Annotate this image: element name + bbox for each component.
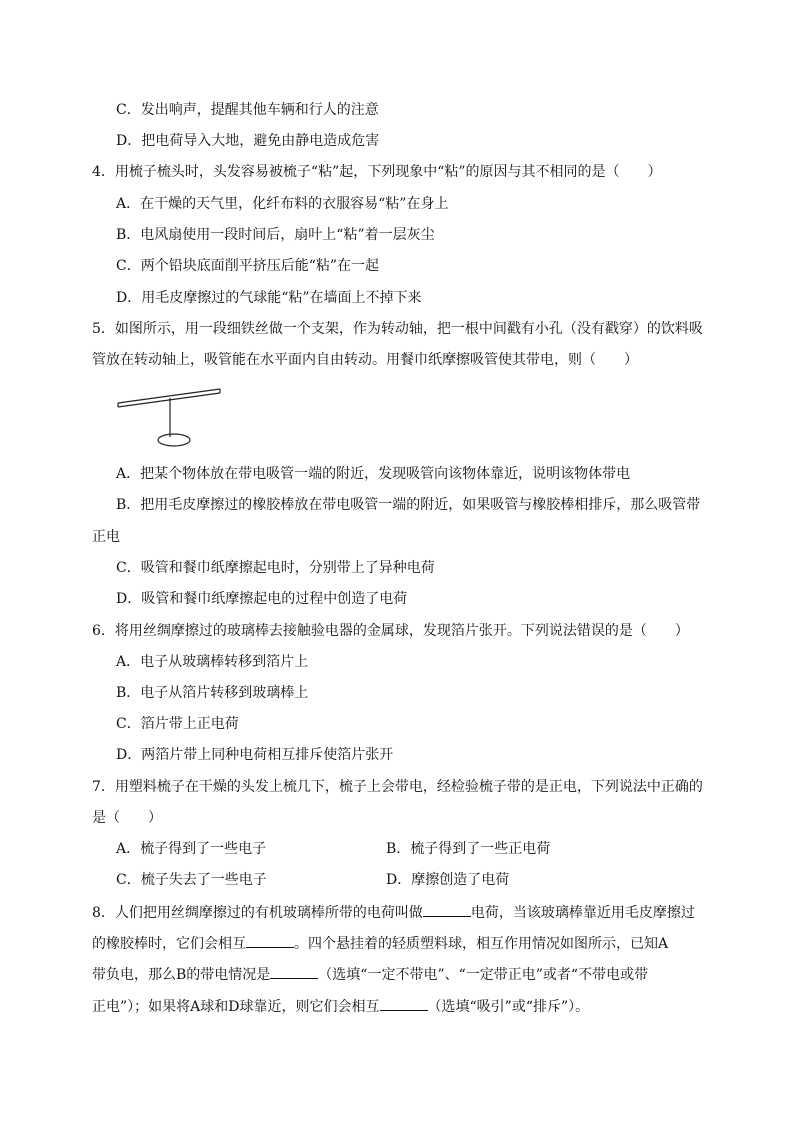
q8-text: （选填“吸引”或“排斥”）。	[427, 999, 590, 1015]
q8-text: 。四个悬挂着的轻质塑料球，相互作用情况如图所示，已知A	[294, 936, 669, 952]
question-8-line4	[92, 996, 589, 1017]
answer-blank[interactable]	[270, 964, 318, 979]
q5-option-b-line2: 正电	[92, 529, 120, 545]
answer-blank[interactable]	[423, 902, 471, 917]
q7-option-d: D．摩擦创造了电荷	[386, 872, 510, 888]
q8-text: 8．人们把用丝绸摩擦过的有机玻璃棒所带的电荷叫做	[92, 905, 423, 921]
question-8-line1	[92, 902, 695, 923]
answer-blank[interactable]	[380, 996, 428, 1011]
q4-option-c: C．两个铅块底面削平挤压后能“粘”在一起	[116, 258, 380, 274]
answer-blank[interactable]	[246, 933, 294, 948]
question-8-line2	[92, 933, 668, 954]
q8-text: （选填“一定不带电”、“一定带正电”或者“不带电或带	[318, 967, 649, 983]
q6-option-c: C．箔片带上正电荷	[116, 716, 239, 732]
straw-rotation-figure	[114, 385, 224, 453]
q5-option-a: A．把某个物体放在带电吸管一端的附近，发现吸管向该物体靠近，说明该物体带电	[116, 466, 631, 482]
q5-option-d: D．吸管和餐巾纸摩擦起电的过程中创造了电荷	[116, 591, 408, 607]
q5-option-c: C．吸管和餐巾纸摩擦起电时，分别带上了异种电荷	[116, 560, 435, 576]
question-4-stem: 4．用梳子梳头时，头发容易被梳子“粘”起，下列现象中“粘”的原因与其不相同的是（ ）	[92, 164, 662, 180]
q7-option-c: C．梳子失去了一些电子	[116, 872, 267, 888]
q8-text: 电荷，当该玻璃棒靠近用毛皮摩擦过	[470, 905, 695, 921]
q4-option-d: D．用毛皮摩擦过的气球能“粘”在墙面上不掉下来	[116, 290, 422, 306]
question-5-stem-line1: 5．如图所示，用一段细铁丝做一个支架，作为转动轴，把一根中间戳有小孔（没有戳穿）的饮料吸	[92, 321, 703, 337]
q4-option-a: A．在干燥的天气里，化纤布料的衣服容易“粘”在身上	[116, 196, 449, 212]
question-7-stem-line1: 7．用塑料梳子在干燥的头发上梳几下，梳子上会带电，经检验梳子带的是正电，下列说法中正确的	[92, 779, 703, 795]
q3-option-c: C．发出响声，提醒其他车辆和行人的注意	[116, 102, 379, 118]
question-5-stem-line2: 管放在转动轴上，吸管能在水平面内自由转动。用餐巾纸摩擦吸管使其带电，则（ ）	[92, 352, 638, 368]
question-6-stem: 6．将用丝绸摩擦过的玻璃棒去接触验电器的金属球，发现箔片张开。下列说法错误的是（ ）	[92, 623, 689, 639]
q6-option-a: A．电子从玻璃棒转移到箔片上	[116, 654, 309, 670]
question-7-stem-line2: 是（ ）	[92, 810, 162, 826]
q7-option-b: B．梳子得到了一些正电荷	[386, 841, 551, 857]
q8-text: 的橡胶棒时，它们会相互	[92, 936, 246, 952]
q6-option-d: D．两箔片带上同种电荷相互排斥使箔片张开	[116, 747, 394, 763]
q3-option-d: D．把电荷导入大地，避免由静电造成危害	[116, 133, 380, 149]
q7-option-a: A．梳子得到了一些电子	[116, 841, 267, 857]
q6-option-b: B．电子从箔片转移到玻璃棒上	[116, 685, 309, 701]
q5-option-b-line1: B．把用毛皮摩擦过的橡胶棒放在带电吸管一端的附近，如果吸管与橡胶棒相排斥，那么吸管带	[116, 497, 701, 513]
q4-option-b: B．电风扇使用一段时间后，扇叶上“粘”着一层灰尘	[116, 227, 435, 243]
question-8-line3	[92, 964, 648, 985]
q8-text: 带负电，那么B的带电情况是	[92, 967, 271, 983]
q8-text: 正电”）；如果将A球和D球靠近，则它们会相互	[92, 999, 380, 1015]
